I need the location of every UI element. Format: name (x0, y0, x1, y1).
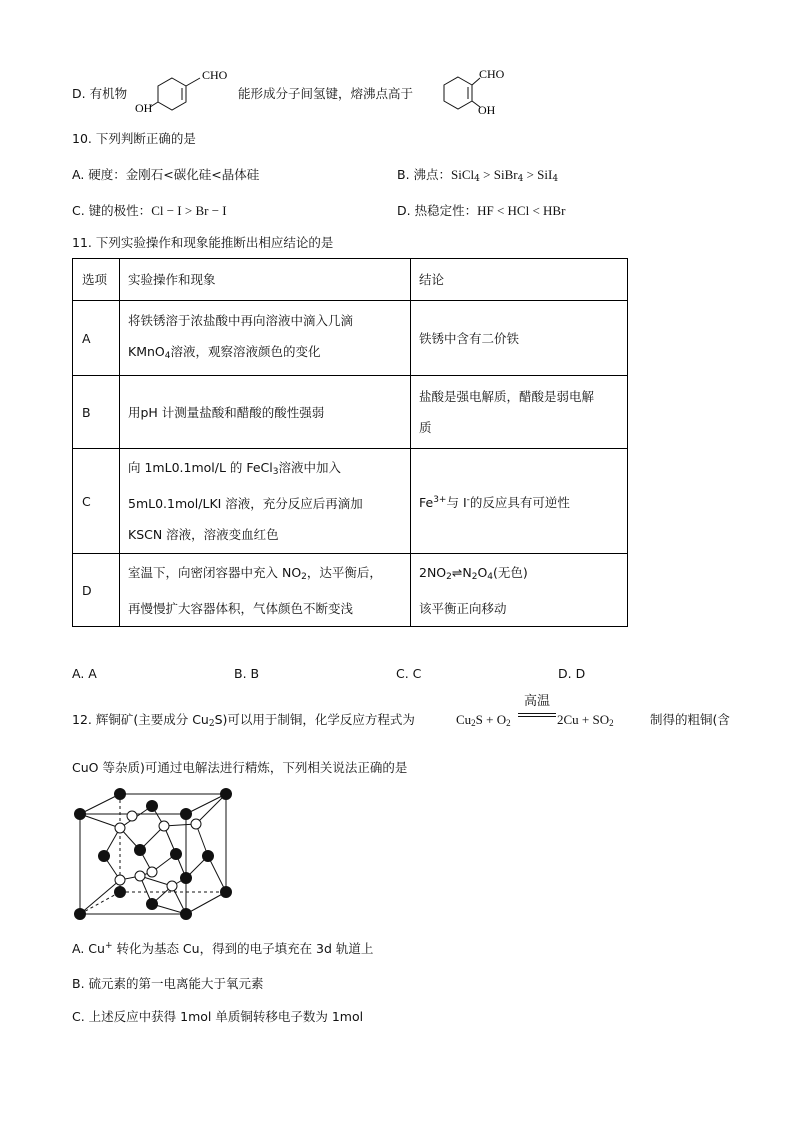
row-c-iodide-charge: - (466, 494, 470, 505)
q12-line1-end: 制得的粗铜(含 (650, 712, 730, 727)
q12-option-a-rest: 转化为基态 Cu，得到的电子填充在 3d 轨道上 (112, 941, 374, 956)
q12-line1-sub: 2 (208, 719, 215, 729)
row-b-operation: 用pH 计测量盐酸和醋酸的酸性强弱 (120, 376, 411, 449)
q12-line1-a: 12. 辉铜矿(主要成分 Cu (72, 712, 209, 727)
row-d-equation (419, 557, 619, 593)
row-c-operation-line3: KSCN 溶液，溶液变血红色 (128, 527, 279, 542)
q11-stem: 11. 下列实验操作和现象能推断出相应结论的是 (72, 235, 334, 250)
row-d-eq-sub3: 4 (487, 571, 494, 582)
q11-answer-d: D. D (558, 666, 586, 681)
mol2-oh-label: OH (478, 103, 496, 116)
row-c-operation-line1 (128, 452, 402, 488)
row-c-conclusion-rest: 的反应具有可逆性 (469, 494, 570, 510)
double-line-top (518, 713, 556, 714)
q10-option-d (397, 203, 565, 220)
eq-products: 2Cu + SO (557, 712, 610, 727)
q11-experiment-table (72, 258, 628, 627)
q12-line1-b: S)可以用于制铜，化学反应方程式为 (214, 712, 415, 727)
row-d-eq-sub2: 2 (471, 571, 478, 582)
q10-option-b (397, 167, 558, 185)
row-d-eq-sub1: 2 (446, 571, 452, 582)
q12-equation-right (557, 712, 614, 729)
row-d-eq-d: (无色) (493, 564, 528, 580)
q10-option-b-sub1: 4 (474, 174, 480, 184)
q10-option-d-prefix: D. 热稳定性： (397, 203, 478, 218)
row-a-operation-line2 (128, 336, 402, 372)
q9-option-d-prefix: D. 有机物 (72, 86, 128, 101)
row-a-conclusion: 铁锈中含有二价铁 (411, 301, 628, 376)
mol1-cho-label: CHO (202, 68, 228, 82)
row-a-sub: 4 (164, 350, 171, 361)
q11-answer-c: C. C (396, 666, 422, 681)
row-c-line1-text: 向 1mL0.1mol/L 的 FeCl (128, 460, 273, 475)
row-b-conclusion-line2: 质 (419, 420, 432, 435)
row-d-option: D (73, 554, 120, 627)
q9-option-d-middle: 能形成分子间氢键，熔沸点高于 (238, 86, 414, 101)
row-c-operation-line2: 5mL0.1mol/LKI 溶液，充分反应后再滴加 (128, 496, 363, 511)
q10-option-c-expression: Cl − I > Br − I (151, 203, 227, 218)
eq-cu: Cu (456, 712, 472, 727)
q10-option-b-prefix: B. 沸点： (397, 167, 452, 182)
q12-equation-left (456, 712, 511, 729)
q10-option-b-sub3: 4 (552, 174, 559, 184)
mol2-cho-label: CHO (479, 67, 505, 81)
row-d-conclusion (411, 554, 628, 627)
mol1-oh-label: OH (135, 101, 153, 114)
row-d-operation-line1 (128, 557, 402, 593)
q12-option-a-prefix: A. Cu (72, 941, 105, 956)
row-c-conclusion (411, 449, 628, 554)
q10-option-b-formula2: > SiBr (479, 167, 518, 182)
header-operation: 实验操作和现象 (120, 259, 411, 301)
header-option: 选项 (73, 259, 120, 301)
reaction-condition-label: 高温 (523, 694, 550, 709)
row-c-operation (120, 449, 411, 554)
eq-sub1: 2 (471, 718, 476, 728)
q12-option-a-charge: + (104, 941, 113, 951)
row-d-conclusion-line2: 该平衡正向移动 (419, 600, 507, 616)
row-a-operation (120, 301, 411, 376)
row-d-eq-a: 2NO (419, 564, 447, 580)
eq-sub3: 2 (609, 718, 614, 728)
table-header-row (73, 259, 628, 301)
row-d-eq-b: ⇌N (451, 564, 472, 580)
q10-option-b-formula1: SiCl (451, 167, 475, 182)
q12-option-a (72, 941, 373, 958)
eq-s-o: S + O (475, 712, 507, 727)
table-row (73, 554, 628, 627)
q12-stem-line2: CuO 等杂质)可通过电解法进行精炼，下列相关说法正确的是 (72, 760, 408, 775)
4-hydroxybenzaldehyde-structure (132, 64, 240, 114)
row-c-line1-rest: 溶液中加入 (278, 460, 342, 475)
row-c-iodide: 与 I (446, 494, 467, 510)
table-row (73, 449, 628, 554)
row-d-operation-line2: 再慢慢扩大容器体积，气体颜色不断变浅 (128, 600, 354, 616)
row-c-fe-charge: 3+ (433, 494, 447, 505)
2-hydroxybenzaldehyde-structure (430, 62, 514, 116)
crystal-cell-diagram (68, 786, 238, 922)
row-d-sub: 2 (301, 571, 307, 582)
header-conclusion: 结论 (411, 259, 628, 301)
q11-answer-b: B. B (234, 666, 260, 681)
row-c-option: C (73, 449, 120, 554)
q10-option-b-sub2: 4 (517, 174, 524, 184)
q10-option-c-prefix: C. 键的极性： (72, 203, 152, 218)
table-row (73, 376, 628, 449)
row-c-sub: 3 (272, 467, 279, 477)
reaction-condition (518, 694, 556, 717)
q11-answer-a: A. A (72, 666, 97, 681)
q10-option-b-formula3: > SiI (523, 167, 553, 182)
q10-option-a: A. 硬度：金刚石<碳化硅<晶体硅 (72, 167, 260, 182)
row-d-line1-rest: ，达平衡后， (306, 564, 382, 580)
row-a-kmno4: KMnO (128, 343, 165, 359)
eq-sub2: 2 (506, 718, 511, 728)
row-a-operation-line1: 将铁锈溶于浓盐酸中再向溶液中滴入几滴 (128, 312, 354, 328)
row-b-conclusion (411, 376, 628, 449)
row-a-operation-line2-rest: 溶液，观察溶液颜色的变化 (170, 343, 321, 359)
double-line-bottom (518, 716, 556, 717)
row-b-option: B (73, 376, 120, 449)
q12-option-c: C. 上述反应中获得 1mol 单质铜转移电子数为 1mol (72, 1009, 364, 1024)
q10-option-d-expression: HF < HCl < HBr (477, 203, 566, 218)
q12-option-b: B. 硫元素的第一电离能大于氧元素 (72, 976, 264, 991)
row-d-line1-text: 室温下，向密闭容器中充入 NO (128, 564, 302, 580)
row-b-conclusion-line1: 盐酸是强电解质，醋酸是弱电解 (419, 389, 595, 404)
row-a-option: A (73, 301, 120, 376)
q12-stem-line1 (72, 712, 415, 730)
row-c-fe: Fe (419, 494, 434, 510)
row-d-eq-c: O (477, 564, 488, 580)
q10-stem: 10. 下列判断正确的是 (72, 131, 196, 146)
table-row (73, 301, 628, 376)
row-d-operation (120, 554, 411, 627)
q10-option-c (72, 203, 227, 220)
